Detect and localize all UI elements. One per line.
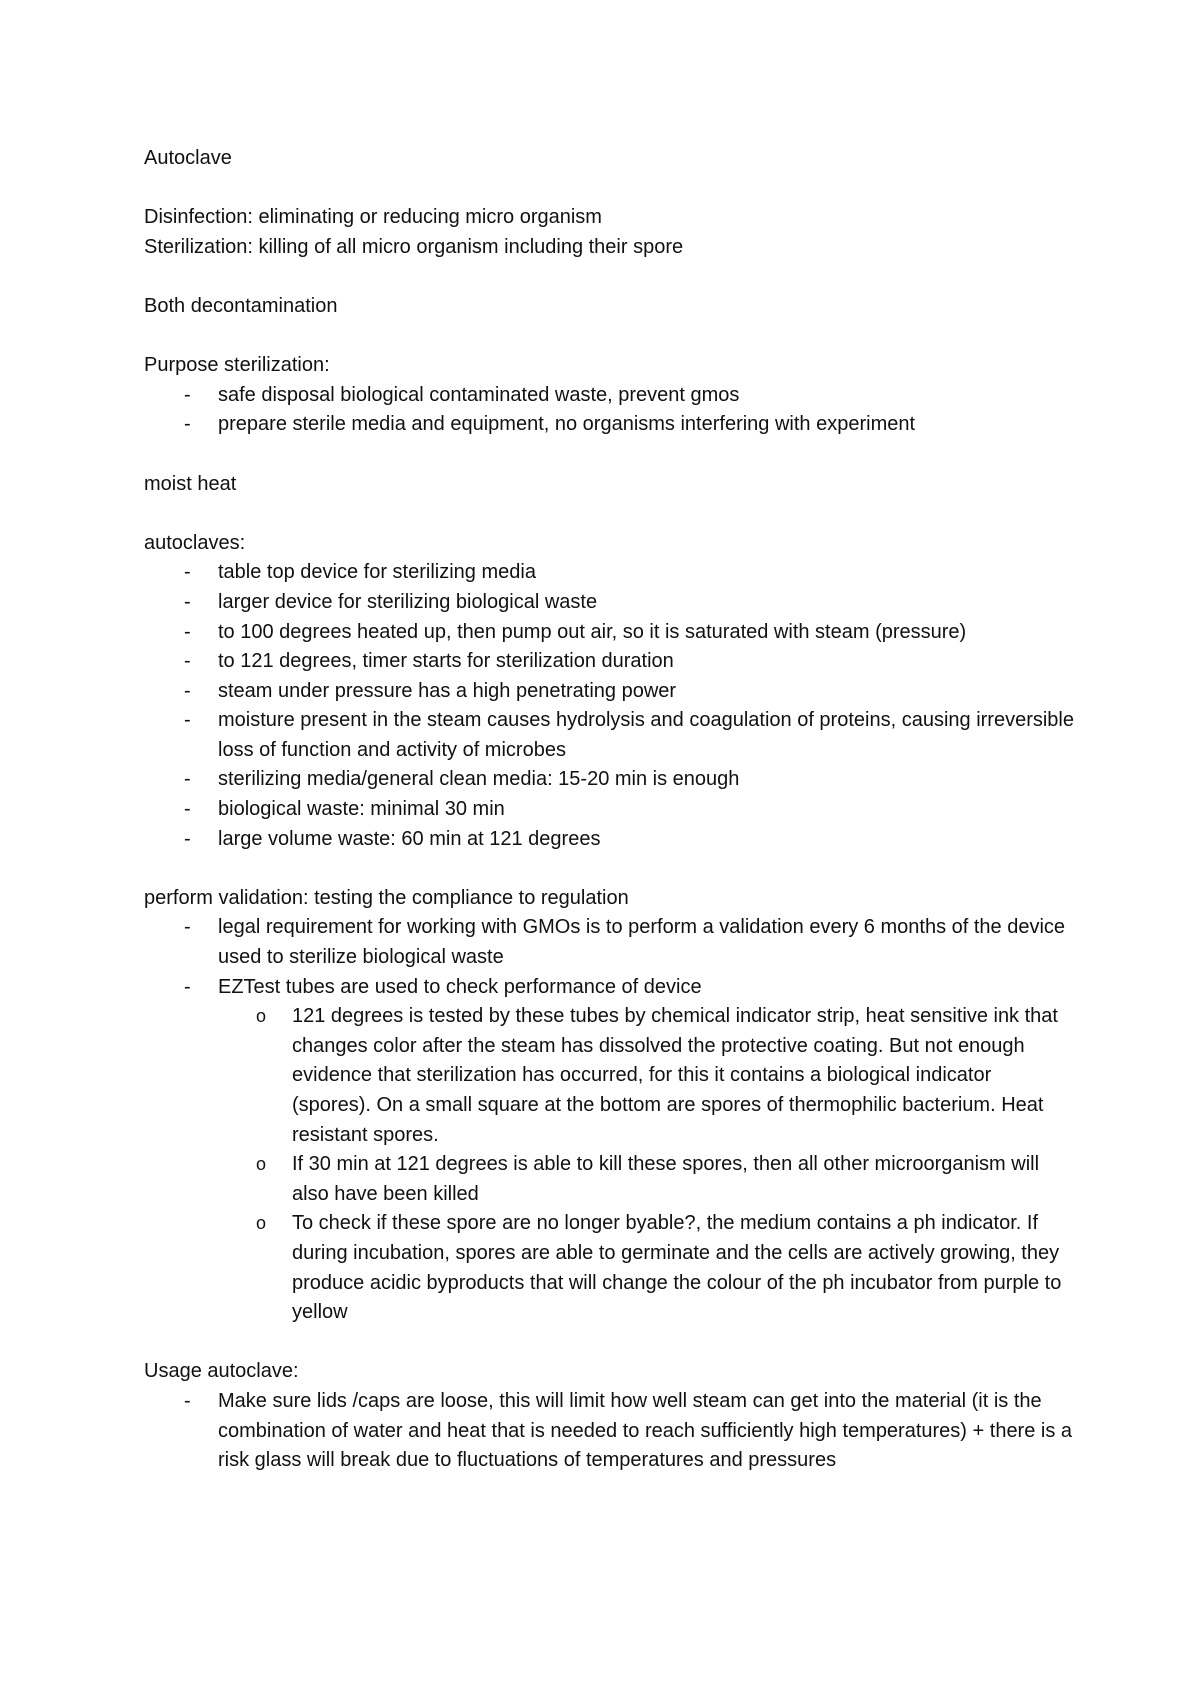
usage-heading: Usage autoclave: [144,1360,299,1383]
list-item-text: moisture present in the steam causes hydrolysis and coagulation of proteins, causing irreversible loss of function and activity of microbes [218,709,1074,761]
both-decontamination: Both decontamination [144,294,338,317]
purpose-list [144,381,1074,440]
blank-line [144,854,1074,884]
autoclaves-heading: autoclaves: [144,531,246,554]
list-item [144,973,1074,1328]
list-item [144,795,1074,825]
circle-marker: o [256,1154,267,1175]
list-item [144,381,1074,411]
list-item-text: steam under pressure has a high penetrating power [218,679,677,702]
list-item [144,825,1074,855]
autoclaves-list [144,558,1074,854]
circle-marker: o [256,1006,267,1027]
list-item [144,588,1074,618]
list-item-text: larger device for sterilizing biological waste [218,590,598,613]
moist-heat: moist heat [144,472,237,495]
list-item-text: to 100 degrees heated up, then pump out air, so it is saturated with steam (pressure) [218,620,967,643]
sub-list-item [218,1150,1074,1209]
list-item [144,618,1074,648]
sub-list-item-text: 121 degrees is tested by these tubes by chemical indicator strip, heat sensitive ink that changes color after the steam has dissolved the protective coating. But not enough evidence that sterilization has occurred, for this it contains a biological indicator (spores). On a small square at the bottom are spores of thermophilic bacterium. Heat resistant spores. [292,1005,1058,1146]
dash-marker: - [184,561,191,584]
list-item-text: Make sure lids /caps are loose, this will limit how well steam can get into the material (it is the combination of water and heat that is needed to reach sufficiently high temperatures) + there is a risk glass will break due to fluctuations of temperatures and pressures [218,1389,1073,1472]
list-item [144,1387,1074,1476]
dash-marker: - [184,1389,191,1412]
list-item [144,677,1074,707]
dash-marker: - [184,413,191,436]
blank-line [144,174,1074,204]
dash-marker: - [184,709,191,732]
dash-marker: - [184,650,191,673]
dash-marker: - [184,768,191,791]
dash-marker: - [184,679,191,702]
purpose-heading: Purpose sterilization: [144,354,330,377]
blank-line [144,1328,1074,1358]
sub-list-item [218,1209,1074,1327]
list-item-text: biological waste: minimal 30 min [218,798,505,821]
circle-marker: o [256,1213,267,1234]
list-item-text: sterilizing media/general clean media: 15-20 min is enough [218,768,740,791]
blank-line [144,262,1074,292]
validation-list [144,913,1074,1327]
dash-marker: - [184,590,191,613]
blank-line [144,440,1074,470]
list-item-text: table top device for sterilizing media [218,561,536,584]
list-item-text: safe disposal biological contaminated waste, prevent gmos [218,383,740,406]
dash-marker: - [184,975,191,998]
blank-line [144,322,1074,352]
disinfection-definition: Disinfection: eliminating or reducing micro organism [144,206,602,229]
document-content [144,144,1074,1476]
list-item [144,410,1074,440]
dash-marker: - [184,827,191,850]
dash-marker: - [184,620,191,643]
sterilization-definition: Sterilization: killing of all micro organism including their spore [144,235,684,258]
list-item [144,913,1074,972]
dash-marker: - [184,383,191,406]
document-title: Autoclave [144,147,232,169]
dash-marker: - [184,798,191,821]
sub-list-item [218,1002,1074,1150]
dash-marker: - [184,916,191,939]
list-item-text: legal requirement for working with GMOs is to perform a validation every 6 months of the device used to sterilize biological waste [218,916,1066,969]
blank-line [144,499,1074,529]
list-item-text: prepare sterile media and equipment, no organisms interfering with experiment [218,413,916,436]
sub-list-item-text: If 30 min at 121 degrees is able to kill these spores, then all other microorganism will also have been killed [292,1153,1040,1205]
list-item-text: to 121 degrees, timer starts for sterilization duration [218,650,674,673]
validation-heading: perform validation: testing the compliance to regulation [144,886,629,909]
list-item [144,647,1074,677]
validation-sub-list [218,1002,1074,1328]
usage-list [144,1387,1074,1476]
list-item [144,765,1074,795]
list-item-text: large volume waste: 60 min at 121 degrees [218,827,601,850]
list-item [144,706,1074,765]
list-item-text: EZTest tubes are used to check performance of device [218,975,702,998]
sub-list-item-text: To check if these spore are no longer byable?, the medium contains a ph indicator. If during incubation, spores are able to germinate and the cells are actively growing, they produce acidic byproducts that will change the colour of the ph incubator from purple to yellow [292,1212,1062,1324]
list-item [144,558,1074,588]
